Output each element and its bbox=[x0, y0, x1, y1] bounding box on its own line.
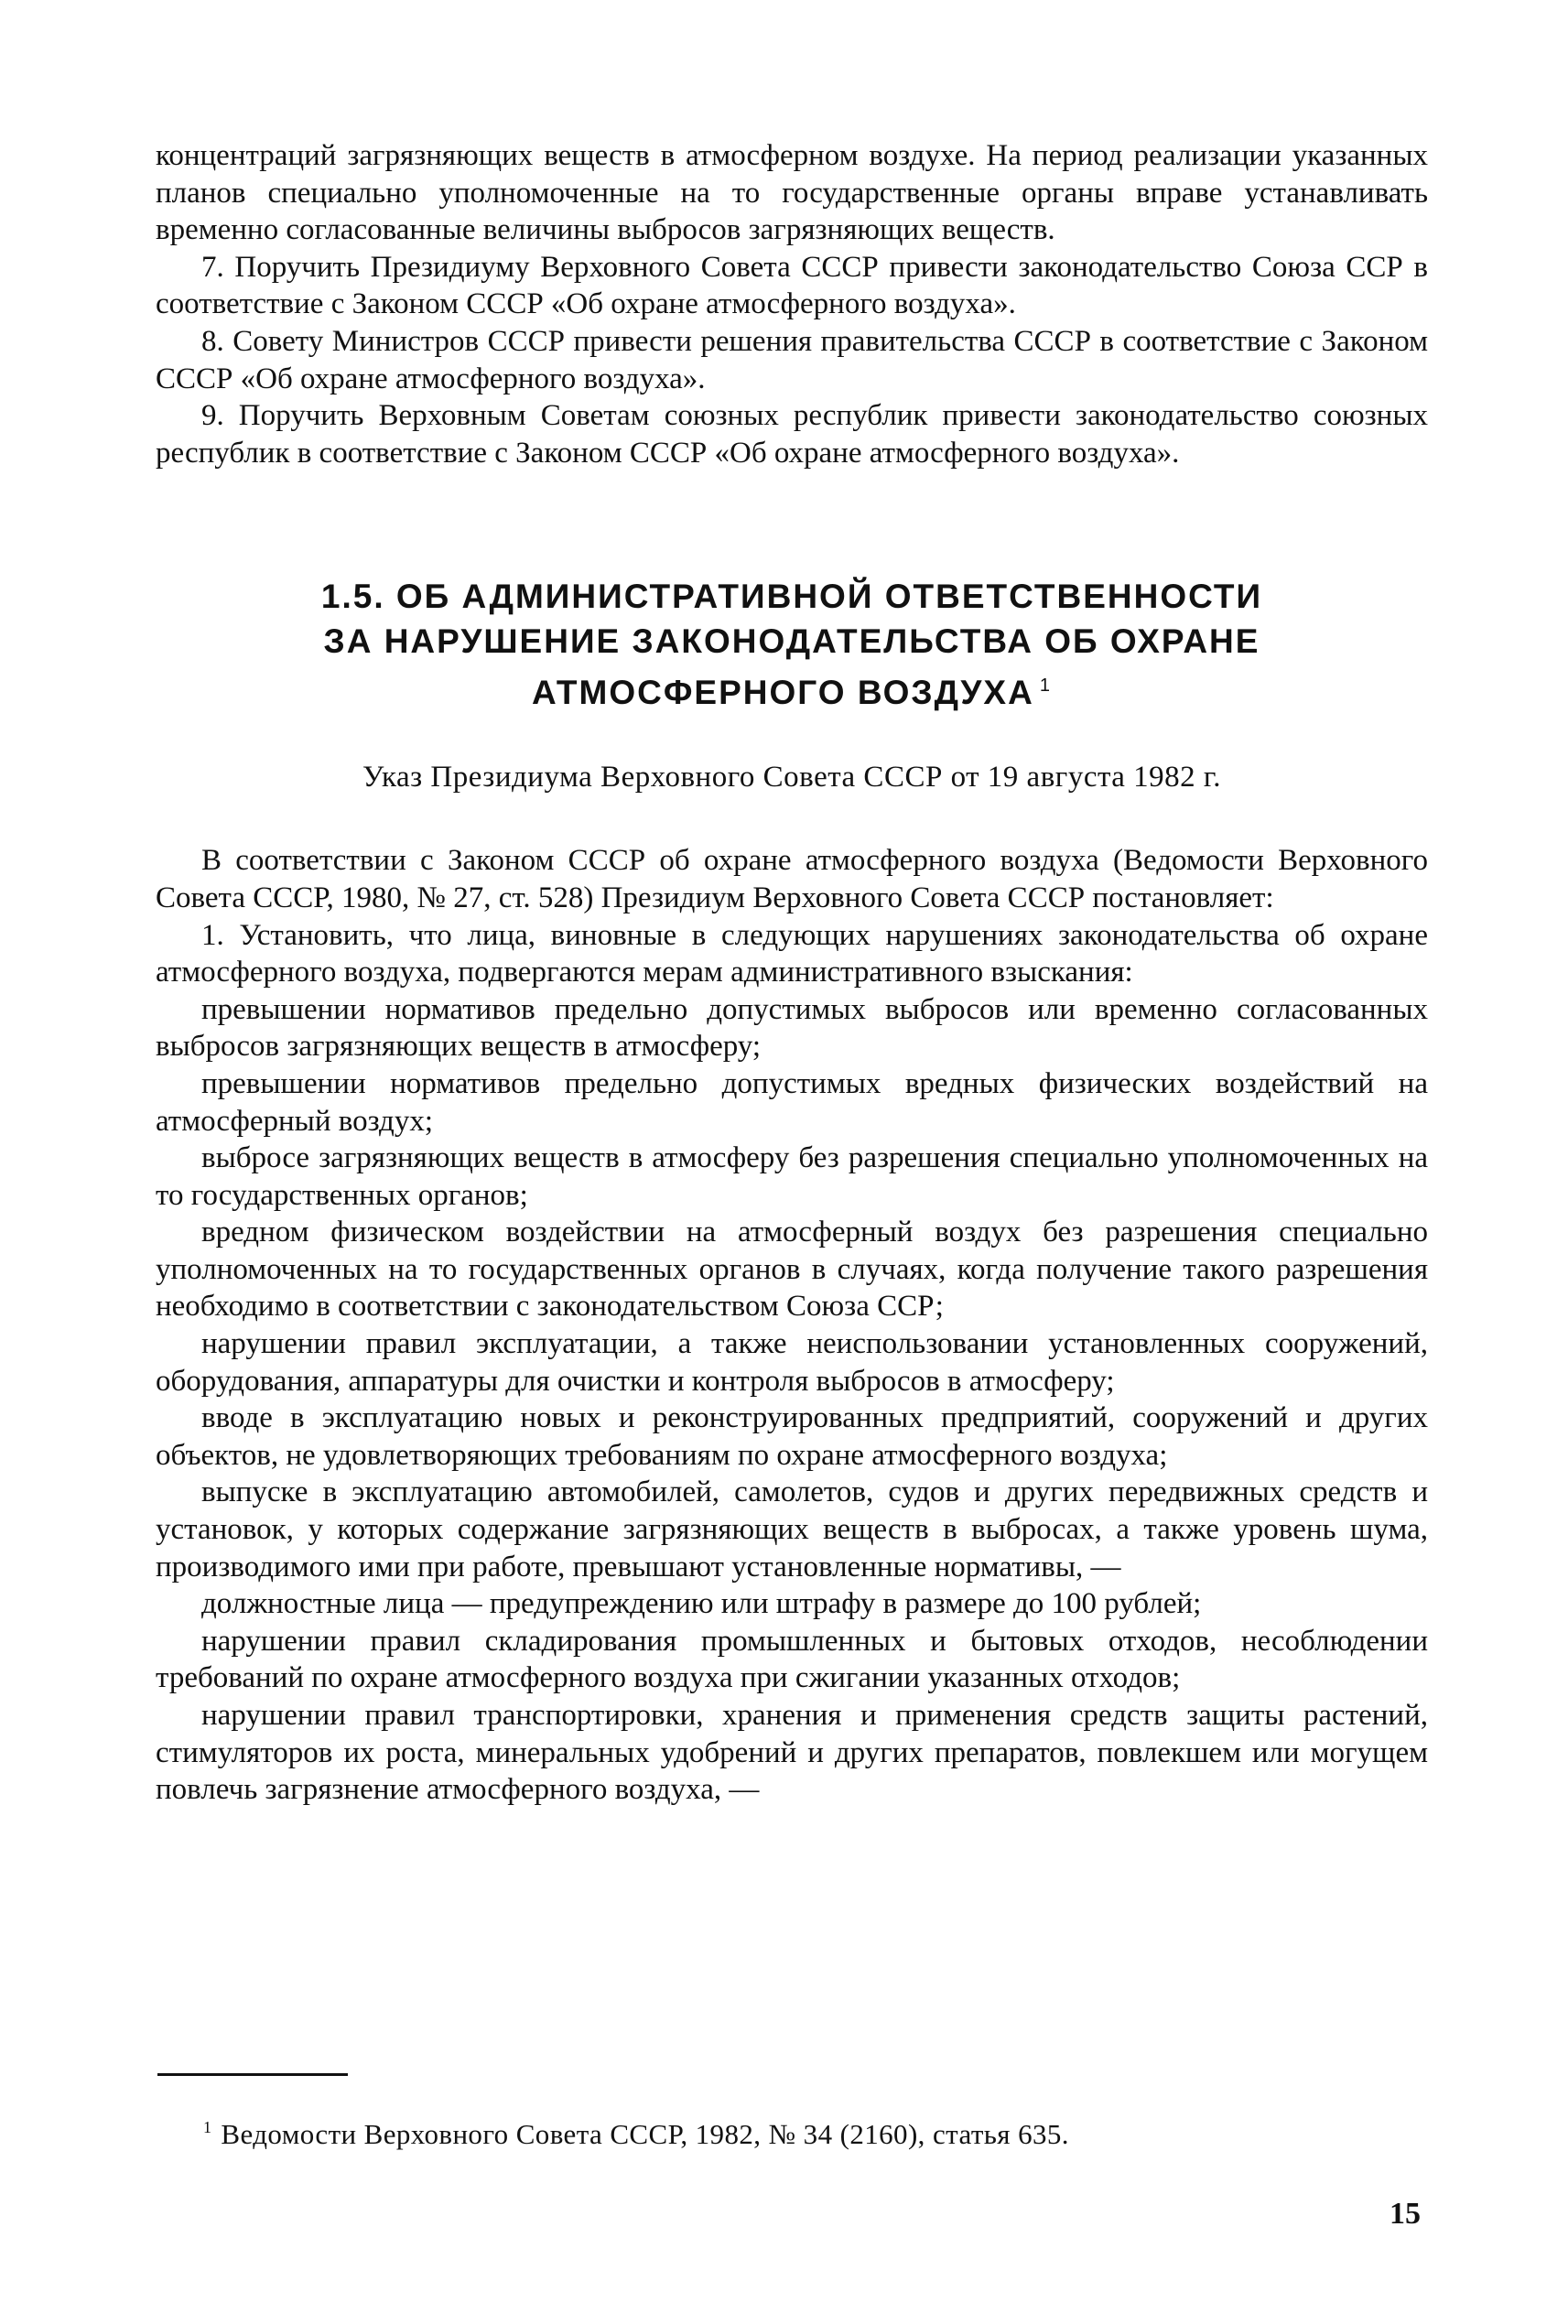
preamble-paragraph: В соответствии с Законом СССР об охране атмосферного воздуха (Ведомости Верховного Совета СССР, 1980, № 27, ст. 528) Президиум Верховного Совета СССР постановляет: bbox=[156, 844, 1428, 914]
paragraph-item-1: 1. Установить, что лица, виновные в следующих нарушениях законодательства об охране атмосферного воздуха, подвергаются мерам административного взыскания: bbox=[156, 918, 1428, 989]
heading-footnote-mark[interactable]: 1 bbox=[1039, 676, 1052, 697]
violation-item: вредном физическом воздействии на атмосферный воздух без разрешения специально уполномоченных на то государственных органов в случаях, когда получение такого разрешения необходимо в соответствии с законодательством Союза ССР; bbox=[156, 1216, 1428, 1324]
footnote bbox=[203, 2111, 1069, 2151]
violation-item: вводе в эксплуатацию новых и реконструированных предприятий, сооружений и других объектов, не удовлетворяющих требованиям по охране атмосферного воздуха; bbox=[156, 1401, 1428, 1472]
footnote-text: Ведомости Верховного Совета СССР, 1982, № 34 (2160), статья 635. bbox=[221, 2118, 1069, 2150]
section-heading bbox=[156, 574, 1428, 715]
page-body bbox=[156, 137, 1428, 1809]
continued-paragraph: концентраций загрязняющих веществ в атмосферном воздухе. На период реализации указанных планов специально уполномоченные на то государственные органы вправе устанавливать временно согласованные величины выбросов загрязняющих веществ. bbox=[156, 139, 1428, 247]
footnote-divider bbox=[157, 2073, 348, 2076]
heading-line-1: 1.5. ОБ АДМИНИСТРАТИВНОЙ ОТВЕТСТВЕННОСТИ bbox=[320, 578, 1263, 616]
footnote-mark: 1 bbox=[203, 2118, 212, 2136]
paragraph-item-8: 8. Совету Министров СССР привести решения правительства СССР в соответствие с Законом СССР «Об охране атмосферного воздуха». bbox=[156, 324, 1428, 395]
paragraph-item-7: 7. Поручить Президиуму Верховного Совета СССР привести законодательство Союза ССР в соответствие с Законом СССР «Об охране атмосферного воздуха». bbox=[156, 250, 1428, 321]
heading-line-3 bbox=[156, 664, 1428, 715]
violation-item: превышении нормативов предельно допустимых вредных физических воздействий на атмосферный воздух; bbox=[156, 1066, 1428, 1138]
heading-line-2: ЗА НАРУШЕНИЕ ЗАКОНОДАТЕЛЬСТВА ОБ ОХРАНЕ bbox=[323, 622, 1260, 661]
violation-item: выпуске в эксплуатацию автомобилей, самолетов, судов и других передвижных средств и установок, у которых содержание загрязняющих веществ в выбросах, а также уровень шума, производимого ими при работе, превышают установленные нормативы, — bbox=[156, 1475, 1428, 1584]
page-number: 15 bbox=[1390, 2197, 1421, 2231]
decree-subtitle: Указ Президиума Верховного Совета СССР от 19 августа 1982 г. bbox=[362, 761, 1221, 794]
violation-item: нарушении правил эксплуатации, а также неиспользовании установленных сооружений, оборудования, аппаратуры для очистки и контроля выбросов в атмосферу; bbox=[156, 1327, 1428, 1398]
penalty-paragraph: должностные лица — предупреждению или штрафу в размере до 100 рублей; bbox=[201, 1587, 1202, 1621]
paragraph-item-9: 9. Поручить Верховным Советам союзных республик привести законодательство союзных республик в соответствие с Законом СССР «Об охране атмосферного воздуха». bbox=[156, 399, 1428, 470]
violation-item: выбросе загрязняющих веществ в атмосферу без разрешения специально уполномоченных на то государственных органов; bbox=[156, 1141, 1428, 1212]
heading-line-3-text: АТМОСФЕРНОГО ВОЗДУХА bbox=[532, 674, 1034, 712]
violation-item: нарушении правил транспортировки, хранения и применения средств защиты растений, стимуляторов их роста, минеральных удобрений и других препаратов, повлекшем или могущем повлечь загрязнение атмосферного воздуха, — bbox=[156, 1699, 1428, 1807]
violation-item: превышении нормативов предельно допустимых выбросов или временно согласованных выбросов загрязняющих веществ в атмосферу; bbox=[156, 992, 1428, 1064]
violation-item: нарушении правил складирования промышленных и бытовых отходов, несоблюдении требований по охране атмосферного воздуха при сжигании указанных отходов; bbox=[156, 1624, 1428, 1695]
